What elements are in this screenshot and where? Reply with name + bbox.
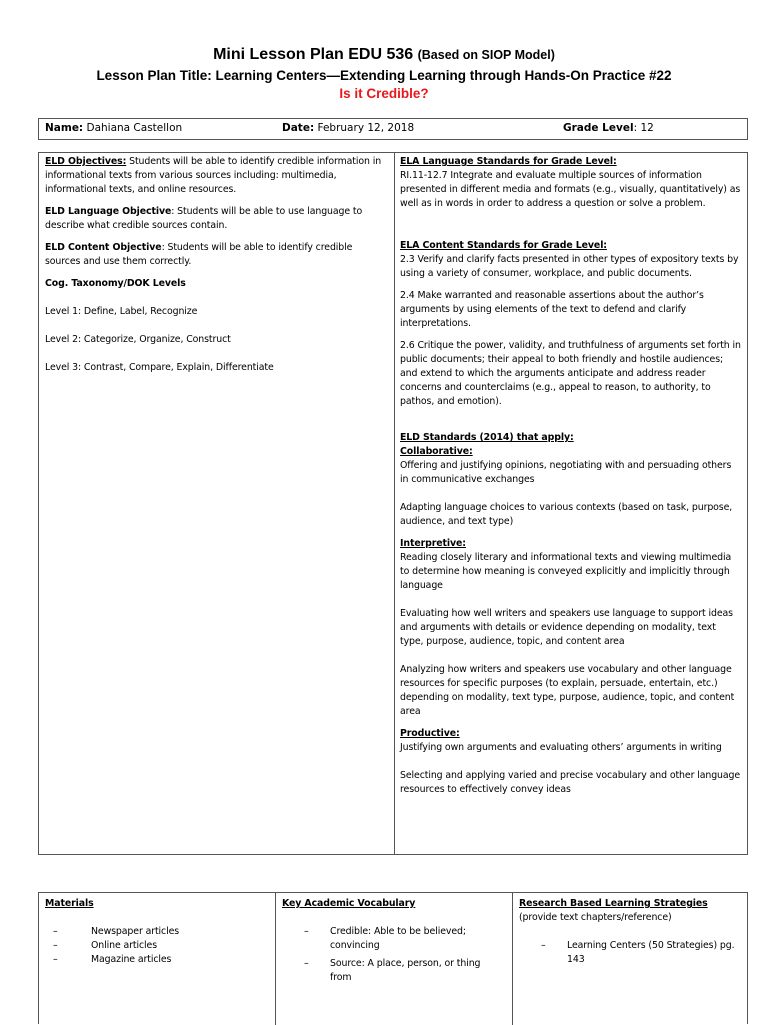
name-field <box>45 122 182 134</box>
title-subtitle: (Based on SIOP Model) <box>417 48 555 62</box>
collaborative-item-1: Offering and justifying opinions, negotiating with and persuading others in communicative exchanges <box>400 460 732 485</box>
column-divider <box>512 893 513 1025</box>
dash-bullet: – <box>541 940 546 951</box>
dok-level-2: Level 2: Categorize, Organize, Construct <box>45 334 231 345</box>
research-column <box>519 897 745 967</box>
dok-level-1: Level 1: Define, Label, Recognize <box>45 306 198 317</box>
list-item: – Credible: Able to be believed; convincing <box>304 926 466 951</box>
dok-level-3: Level 3: Contrast, Compare, Explain, Differentiate <box>45 362 274 373</box>
standard-2-6: 2.6 Critique the power, validity, and truthfulness of arguments set forth in public documents; their appeal to both friendly and hostile audiences; and extend to which the arguments anticipate and address reader concerns and counterclaims (e.g., appeal to reason, to authority, to pathos, and emotion). <box>400 340 741 407</box>
research-list <box>519 939 745 967</box>
lang-objective-label: ELD Language Objective <box>45 206 172 217</box>
lang-objective-text: : Students will be able to use language to describe what credible sources contain. <box>45 206 363 231</box>
dash-bullet: – <box>304 958 309 969</box>
content-objective-text: : Students will be able to identify credible sources and use them correctly. <box>45 242 353 267</box>
vocabulary-heading: Key Academic Vocabulary <box>282 898 416 909</box>
date-field <box>282 122 414 134</box>
info-bar <box>38 118 748 140</box>
lesson-plan-title: Lesson Plan Title: Learning Centers—Extending Learning through Hands-On Practice #22 <box>96 68 672 83</box>
objectives-standards-table <box>38 152 748 855</box>
dash-bullet: – <box>53 926 58 937</box>
ela-language-heading: ELA Language Standards for Grade Level: <box>400 156 617 167</box>
ela-language-text: RI.11-12.7 Integrate and evaluate multiple sources of information presented in different media and formats (e.g., visually, quantitatively) as well as in words in order to address a question or solve a problem. <box>400 170 741 209</box>
list-item: – Source: A place, person, or thing from <box>304 958 481 983</box>
ela-content-heading: ELA Content Standards for Grade Level: <box>400 240 607 251</box>
collaborative-item-2: Adapting language choices to various contexts (based on task, purpose, audience, and text type) <box>400 502 733 527</box>
eld-content-objective <box>45 241 385 269</box>
interpretive-item-3: Analyzing how writers and speakers use vocabulary and other language resources for specific purposes (to explain, persuade, entertain, etc.) depending on modality, text type, purpose, audience, topic, and content area <box>400 664 735 717</box>
dash-bullet: – <box>53 954 58 965</box>
productive-item-1: Justifying own arguments and evaluating others’ arguments in writing <box>400 742 722 753</box>
list-item: – Online articles <box>53 940 158 951</box>
lesson-topic: Is it Credible? <box>339 86 429 101</box>
standard-2-3: 2.3 Verify and clarify facts presented in other types of expository texts by using a variety of consumer, workplace, and public documents. <box>400 254 739 279</box>
materials-column <box>45 897 271 967</box>
dok-heading: Cog. Taxonomy/DOK Levels <box>45 278 186 289</box>
interpretive-heading: Interpretive: <box>400 538 466 549</box>
list-item: – Learning Centers (50 Strategies) pg. 143 <box>541 940 735 965</box>
productive-item-2: Selecting and applying varied and precise vocabulary and other language resources to effectively convey ideas <box>400 770 741 795</box>
dash-bullet: – <box>304 926 309 937</box>
research-heading: Research Based Learning Strategies (provide text chapters/reference) <box>519 898 708 923</box>
title-text: Mini Lesson Plan EDU 536 <box>213 46 414 63</box>
column-divider <box>275 893 276 1025</box>
vocabulary-column <box>282 897 508 985</box>
materials-heading: Materials <box>45 898 94 909</box>
eld-objectives-text: Students will be able to identify credible information in informational texts from various sources including: multimedia, informational texts, and online resources. <box>45 156 382 195</box>
list-item: – Magazine articles <box>53 954 172 965</box>
collaborative-heading: Collaborative: <box>400 446 473 457</box>
eld-standards-heading: ELD Standards (2014) that apply: <box>400 432 574 443</box>
grade-label: Grade Level <box>563 122 634 134</box>
eld-language-objective <box>45 205 385 233</box>
productive-heading: Productive: <box>400 728 460 739</box>
list-item: – Newspaper articles <box>53 926 180 937</box>
interpretive-item-1: Reading closely literary and informational texts and viewing multimedia to determine how meaning is conveyed explicitly and implicitly through language <box>400 552 732 591</box>
date-label: Date: <box>282 122 315 134</box>
standard-2-4: 2.4 Make warranted and reasonable assertions about the author’s arguments by using elements of the text to defend and clarify interpretations. <box>400 290 704 329</box>
left-column <box>45 155 385 375</box>
grade-field <box>563 122 654 134</box>
vocabulary-list <box>282 925 508 985</box>
name-label: Name: <box>45 122 84 134</box>
materials-vocabulary-table <box>38 892 748 1024</box>
right-column <box>400 155 742 797</box>
date-value: February 12, 2018 <box>317 122 415 134</box>
column-divider <box>394 153 395 854</box>
dash-bullet: – <box>53 940 58 951</box>
materials-list <box>45 925 271 967</box>
content-objective-label: ELD Content Objective <box>45 242 162 253</box>
interpretive-item-2: Evaluating how well writers and speakers use language to support ideas and arguments with details or evidence depending on modality, text type, purpose, audience, topic, and content area <box>400 608 733 647</box>
eld-objectives <box>45 155 385 197</box>
document-title <box>0 46 768 64</box>
eld-objectives-label: ELD Objectives: <box>45 156 127 167</box>
grade-value: : 12 <box>633 122 654 134</box>
name-value: Dahiana Castellon <box>86 122 183 134</box>
